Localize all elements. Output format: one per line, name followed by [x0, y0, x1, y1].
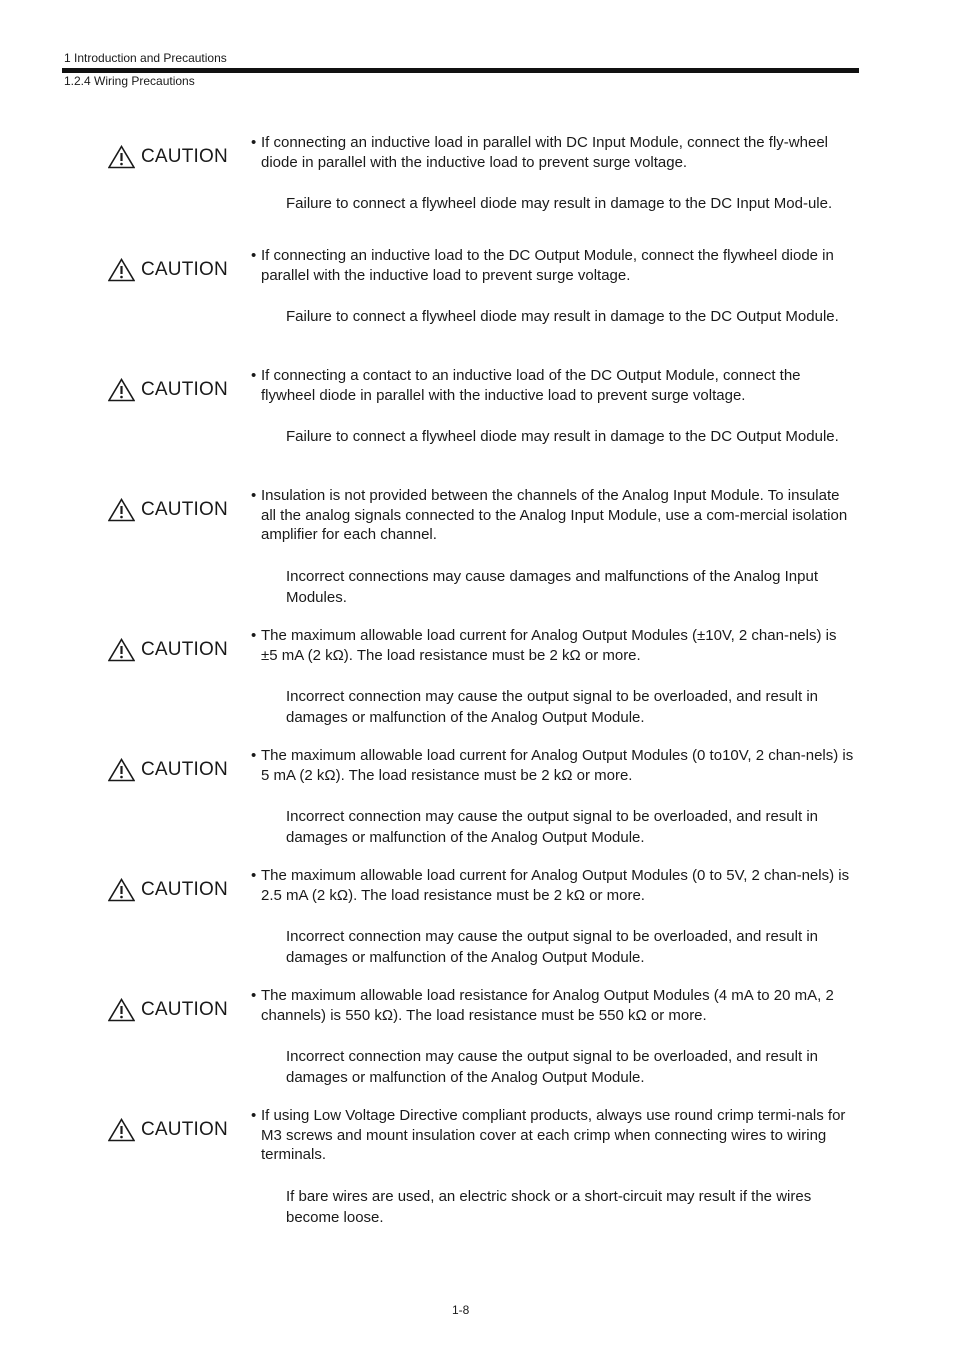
caution-consequence-note: Failure to connect a flywheel diode may result in damage to the DC Output Module. — [286, 308, 839, 325]
warning-triangle-icon — [108, 378, 141, 402]
warning-triangle-icon — [108, 1118, 141, 1142]
warning-triangle-icon — [108, 998, 141, 1022]
bullet-dot: • — [251, 867, 257, 884]
caution-label — [108, 638, 228, 662]
caution-bullet-text: If connecting a contact to an inductive load of the DC Output Module, connect the flywheel diode in parallel with the inductive load to prevent surge voltage. — [261, 367, 801, 404]
caution-bullet — [251, 366, 855, 405]
caution-consequence-note: Failure to connect a flywheel diode may result in damage to the DC Output Module. — [286, 428, 839, 445]
caution-label — [108, 498, 228, 522]
caution-bullet — [251, 986, 855, 1025]
caution-bullet — [251, 133, 855, 172]
bullet-dot: • — [251, 627, 257, 644]
caution-label — [108, 758, 228, 782]
bullet-dot: • — [251, 367, 257, 384]
caution-bullet — [251, 1106, 855, 1165]
caution-consequence-note: Incorrect connection may cause the output signal to be overloaded, and result in damages or malfunction of the Analog Output Module. — [286, 688, 818, 726]
bullet-dot: • — [251, 1107, 257, 1124]
caution-text: CAUTION — [141, 639, 228, 660]
caution-text: CAUTION — [141, 499, 228, 520]
caution-bullet-text: Insulation is not provided between the channels of the Analog Input Module. To insulate all the analog signals connected to the Analog Input Module, use a com-mercial isolation amplifier for each channel. — [261, 487, 848, 543]
caution-consequence-note: Incorrect connection may cause the output signal to be overloaded, and result in damages or malfunction of the Analog Output Module. — [286, 928, 818, 966]
caution-label — [108, 1118, 228, 1142]
page-number: 1-8 — [452, 1303, 470, 1317]
warning-triangle-icon — [108, 258, 141, 282]
caution-bullet — [251, 746, 855, 785]
caution-text: CAUTION — [141, 999, 228, 1020]
bullet-dot: • — [251, 134, 257, 151]
caution-consequence-note: Incorrect connections may cause damages and malfunctions of the Analog Input Modules. — [286, 568, 818, 606]
caution-label — [108, 378, 228, 402]
caution-bullet-text: If connecting an inductive load in parallel with DC Input Module, connect the fly-wheel diode in parallel with the inductive load to prevent surge voltage. — [261, 134, 828, 171]
caution-bullet-text: If using Low Voltage Directive compliant products, always use round crimp termi-nals for M3 screws and mount insulation cover at each crimp when connecting wires to wiring terminals. — [261, 1107, 846, 1163]
warning-triangle-icon — [108, 498, 141, 522]
caution-bullet — [251, 486, 855, 545]
caution-bullet — [251, 626, 855, 665]
caution-label — [108, 145, 228, 169]
warning-triangle-icon — [108, 145, 141, 169]
warning-triangle-icon — [108, 878, 141, 902]
warning-triangle-icon — [108, 758, 141, 782]
caution-bullet — [251, 246, 855, 285]
caution-bullet-text: The maximum allowable load resistance for Analog Output Modules (4 mA to 20 mA, 2 channels) is 550 kΩ). The load resistance must be 550 kΩ or more. — [261, 987, 834, 1024]
caution-text: CAUTION — [141, 379, 228, 400]
header-section: 1.2.4 Wiring Precautions — [64, 74, 195, 88]
warning-triangle-icon — [108, 638, 141, 662]
caution-text: CAUTION — [141, 259, 228, 280]
caution-label — [108, 998, 228, 1022]
caution-consequence-note: Incorrect connection may cause the output signal to be overloaded, and result in damages or malfunction of the Analog Output Module. — [286, 808, 818, 846]
caution-bullet-text: If connecting an inductive load to the DC Output Module, connect the flywheel diode in parallel with the inductive load to prevent surge voltage. — [261, 247, 834, 284]
caution-label — [108, 258, 228, 282]
caution-text: CAUTION — [141, 146, 228, 167]
caution-text: CAUTION — [141, 879, 228, 900]
caution-bullet — [251, 866, 855, 905]
caution-label — [108, 878, 228, 902]
header-chapter: 1 Introduction and Precautions — [64, 51, 227, 65]
bullet-dot: • — [251, 747, 257, 764]
caution-text: CAUTION — [141, 1119, 228, 1140]
caution-text: CAUTION — [141, 759, 228, 780]
header-rule — [62, 68, 859, 73]
caution-bullet-text: The maximum allowable load current for Analog Output Modules (±10V, 2 chan-nels) is ±5 mA (2 kΩ). The load resistance must be 2 kΩ or more. — [261, 627, 837, 664]
caution-consequence-note: Incorrect connection may cause the output signal to be overloaded, and result in damages or malfunction of the Analog Output Module. — [286, 1048, 818, 1086]
caution-bullet-text: The maximum allowable load current for Analog Output Modules (0 to10V, 2 chan-nels) is 5 mA (2 kΩ). The load resistance must be 2 kΩ or more. — [261, 747, 854, 784]
bullet-dot: • — [251, 987, 257, 1004]
bullet-dot: • — [251, 487, 257, 504]
caution-consequence-note: Failure to connect a flywheel diode may result in damage to the DC Input Mod-ule. — [286, 195, 833, 212]
bullet-dot: • — [251, 247, 257, 264]
caution-consequence-note: If bare wires are used, an electric shock or a short-circuit may result if the wires become loose. — [286, 1188, 812, 1226]
caution-bullet-text: The maximum allowable load current for Analog Output Modules (0 to 5V, 2 chan-nels) is 2.5 mA (2 kΩ). The load resistance must be 2 kΩ or more. — [261, 867, 850, 904]
